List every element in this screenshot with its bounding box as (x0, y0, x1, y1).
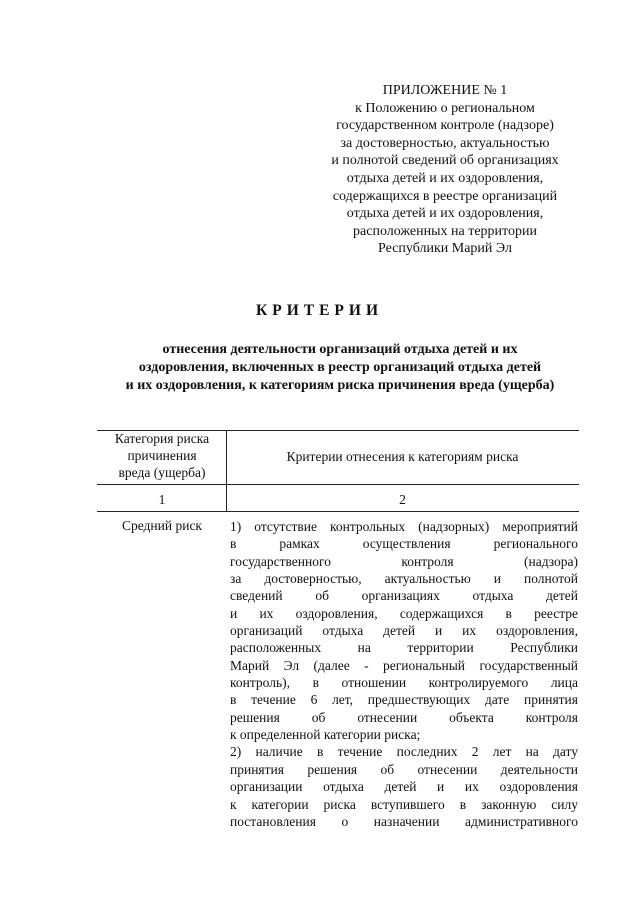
criteria-line: принятия решения об отнесении деятельности (230, 761, 578, 777)
subtitle-line: оздоровления, включенных в реестр организаций отдыха детей (138, 360, 542, 375)
criteria-line: государственного контроля (надзора) (230, 553, 578, 569)
table-header-divider (97, 484, 579, 485)
appendix-line: и полнотой сведений об организациях (331, 153, 559, 169)
header-criteria: Критерии отнесения к категориям риска (286, 449, 519, 464)
column-number-2: 2 (399, 492, 406, 507)
criteria-line: в рамках осуществления регионального (230, 536, 578, 552)
appendix-line: ПРИЛОЖЕНИЕ № 1 (382, 83, 508, 98)
subtitle-line: отнесения деятельности организаций отдыха детей и их (162, 342, 518, 357)
criteria-line: за достоверностью, актуальностью и полнотой (230, 571, 578, 587)
document-title: КРИТЕРИИ (255, 302, 384, 319)
appendix-line: расположенных на территории (353, 223, 537, 239)
criteria-line: Марий Эл (далее - региональный государственный (230, 657, 578, 673)
subtitle-line: и их оздоровления, к категориям риска причинения вреда (ущерба) (125, 378, 555, 393)
table-number-row-divider (97, 511, 579, 512)
criteria-line: в течение 6 лет, предшествующих дате принятия (230, 692, 578, 708)
appendix-line: содержащихся в реестре организаций (332, 188, 558, 204)
header-line: вреда (ущерба) (118, 465, 206, 480)
appendix-line: за достоверностью, актуальностью (340, 135, 550, 151)
criteria-line: к определенной категории риска; (230, 727, 421, 743)
criteria-line: сведений об организациях отдыха детей (230, 588, 578, 604)
criteria-line: расположенных на территории Республики (230, 640, 578, 656)
column-number-1: 1 (158, 492, 166, 507)
document-subtitle (60, 341, 620, 395)
criteria-text (230, 518, 578, 830)
header-line: причинения (127, 448, 197, 463)
header-risk-category (100, 430, 224, 481)
criteria-line: решения об отнесении объекта контроля (230, 709, 578, 725)
criteria-line: к категории риска вступившего в законную силу (230, 796, 578, 812)
appendix-header (300, 82, 590, 258)
criteria-line: постановления о назначении административного (230, 813, 578, 829)
appendix-line: отдыха детей и их оздоровления, (346, 206, 544, 222)
table-column-divider (226, 430, 227, 511)
criteria-line: 2) наличие в течение последних 2 лет на дату (230, 744, 578, 760)
criteria-line: организации отдыха детей и их оздоровления (230, 779, 578, 795)
risk-level-label: Средний риск (121, 518, 202, 533)
criteria-line: 1) отсутствие контрольных (надзорных) мероприятий (230, 519, 578, 534)
header-line: Категория риска (114, 431, 210, 446)
appendix-line: отдыха детей и их оздоровления, (346, 170, 544, 186)
appendix-line: к Положению о региональном (355, 100, 535, 116)
appendix-line: государственном контроле (надзоре) (336, 118, 554, 134)
criteria-line: и их оздоровления, содержащихся в реестре (230, 605, 578, 621)
criteria-line: контроль), в отношении контролируемого лица (230, 675, 578, 691)
criteria-line: организаций отдыха детей и их оздоровления, (230, 623, 578, 639)
appendix-line: Республики Марий Эл (378, 241, 512, 257)
